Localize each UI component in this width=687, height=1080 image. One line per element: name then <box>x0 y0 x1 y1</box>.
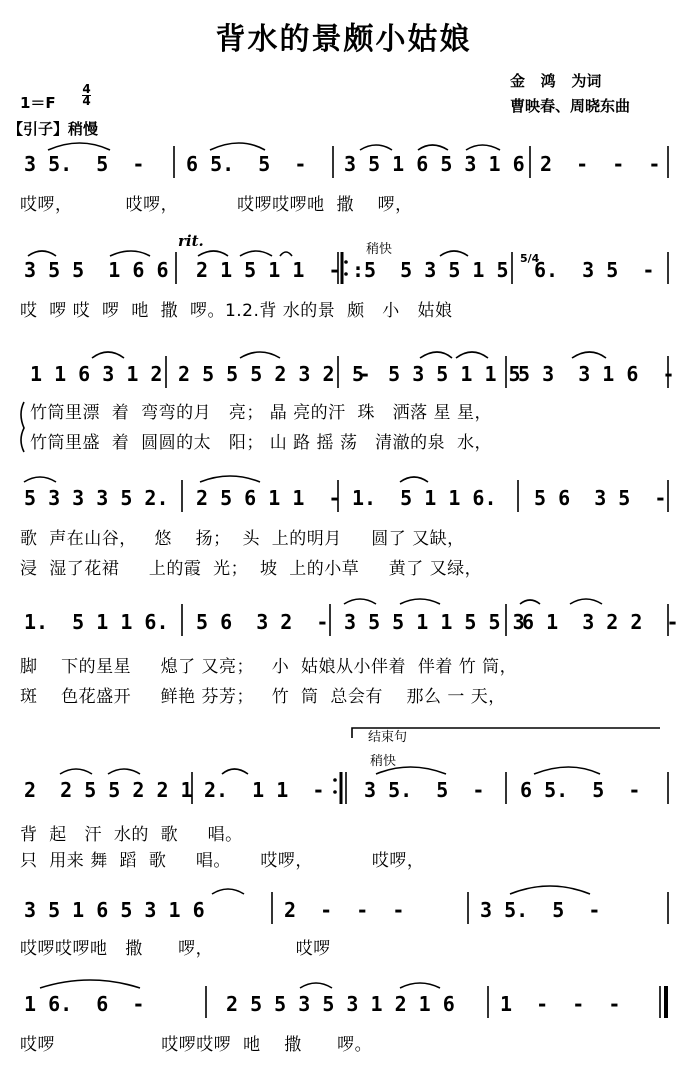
system-4-lyrics-verse-2: 浸 湿了花裙 上的霞 光； 坡 上的小草 黄了 又绿， <box>20 559 483 579</box>
lyricist-credit: 金 鸿 为词 <box>510 72 602 90</box>
system-6-measure-1: 2 2 5 5 2 2 1 <box>24 778 193 802</box>
system-4-measure-1: 5 3 3 3 5 2. <box>24 486 169 510</box>
system-3-lyrics-verse-2: 竹筒里盛 着 圆圆的太 阳； 山 路 摇 荡 清澈的泉 水， <box>30 433 492 453</box>
system-1-measure-4: 2 - - - <box>540 152 661 176</box>
slur <box>108 769 140 774</box>
slur <box>60 769 92 774</box>
ending-bracket <box>352 728 660 738</box>
slur <box>110 251 150 256</box>
slur <box>240 251 272 256</box>
system-8-measure-2: 2 5 5 3 5 3 1 2 1 6 <box>226 992 455 1016</box>
system-3-measure-2: 2 5 5 5 2 3 2 - <box>178 362 371 386</box>
system-3-measure-3: 5 5 3 5 1 1 5 <box>352 362 521 386</box>
slur <box>520 600 540 604</box>
slur <box>24 477 56 482</box>
system-4-measure-2: 2 5 6 1 1 - <box>196 486 341 510</box>
slur <box>240 352 280 358</box>
system-2-measure-2: 2 1 5 1 1 - <box>196 258 341 282</box>
system-4-measure-4: 5 6 3 5 - <box>534 486 667 510</box>
repeat-dot <box>333 790 337 794</box>
ending-label: 结束句 <box>368 730 408 745</box>
repeat-dot <box>344 260 348 264</box>
system-3-measure-1: 1 1 6 3 1 2 <box>30 362 163 386</box>
system-8-measure-3: 1 - - - <box>500 992 621 1016</box>
system-7-lyrics: 哎啰哎啰吔 撒 啰， 哎啰 <box>20 939 331 959</box>
key-label: 1＝F <box>20 94 56 112</box>
song-title: 背水的景颇小姑娘 <box>215 22 472 57</box>
slur <box>420 352 452 358</box>
system-1-lyrics: 哎啰， 哎啰， 哎啰哎啰吔 撒 啰， <box>20 195 413 215</box>
meter-change: 5/4 <box>520 252 540 265</box>
slur <box>360 145 392 150</box>
system-5-measure-4: 6 1 3 2 2 - <box>522 610 679 634</box>
faster-marking-2: 稍快 <box>370 754 397 769</box>
system-3-lyrics-verse-1: 竹筒里漂 着 弯弯的月 亮； 晶 亮的汗 珠 洒落 星 星， <box>30 403 492 423</box>
slur <box>344 599 376 604</box>
system-6-measure-2: 2. 1 1 - <box>204 778 325 802</box>
intro-marking: 【引子】稍慢 <box>8 120 99 138</box>
slur <box>212 889 244 894</box>
slur <box>534 767 600 774</box>
slur <box>400 477 428 482</box>
slur <box>48 143 110 150</box>
system-1-measure-2: 6 5. 5 - <box>186 152 307 176</box>
fermata <box>280 252 292 256</box>
slur <box>418 145 448 150</box>
system-2-measure-4: 6. 3 5 - <box>534 258 655 282</box>
system-2-measure-3: :5 5 3 5 1 5 <box>352 258 509 282</box>
repeat-dot <box>344 272 348 276</box>
time-sig-top: 4 <box>82 82 91 96</box>
slur <box>198 251 228 256</box>
slur <box>570 599 602 604</box>
system-2-lyrics: 哎 啰 哎 啰 吔 撒 啰。1.2.背 水的景 颇 小 姑娘 <box>20 301 453 321</box>
system-8-measure-1: 1 6. 6 - <box>24 992 145 1016</box>
system-6-lyrics-verse-2: 只 用来 舞 蹈 歌 唱。 哎啰， 哎啰， <box>20 851 425 871</box>
slur <box>400 983 440 988</box>
repeat-dot <box>333 778 337 782</box>
slur <box>376 767 446 774</box>
system-6-lyrics-verse-1: 背 起 汗 水的 歌 唱。 <box>20 825 243 845</box>
slur <box>300 983 332 988</box>
system-8-lyrics: 哎啰 哎啰哎啰 吔 撒 啰。 <box>20 1035 373 1055</box>
slur <box>222 769 248 774</box>
slur <box>510 886 590 894</box>
system-5-measure-2: 5 6 3 2 - <box>196 610 329 634</box>
system-5-lyrics-verse-1: 脚 下的星星 熄了 又亮； 小 姑娘从小伴着 伴着 竹 筒， <box>20 657 518 677</box>
verse-brace <box>21 402 24 452</box>
slur <box>456 352 488 358</box>
slur <box>40 980 140 988</box>
composer-credit: 曹映春、周晓东曲 <box>510 97 631 115</box>
slur <box>466 145 500 150</box>
system-1-measure-1: 3 5. 5 - <box>24 152 145 176</box>
slur <box>210 143 265 150</box>
slur <box>400 599 440 604</box>
slur <box>92 352 124 358</box>
faster-marking-1: 稍快 <box>366 242 393 257</box>
system-6-measure-3: 3 5. 5 - <box>364 778 485 802</box>
system-7-measure-3: 3 5. 5 - <box>480 898 601 922</box>
rit-marking: rit. <box>178 232 204 250</box>
system-5-lyrics-verse-2: 斑 色花盛开 鲜艳 芬芳； 竹 筒 总会有 那么 一 天， <box>20 687 506 707</box>
slur <box>440 251 468 256</box>
system-6-measure-4: 6 5. 5 - <box>520 778 641 802</box>
slur <box>200 476 260 482</box>
slur <box>572 352 606 358</box>
system-7-measure-1: 3 5 1 6 5 3 1 6 <box>24 898 205 922</box>
slur <box>28 251 56 256</box>
system-1-measure-3: 3 5 1 6 5 3 1 6 <box>344 152 525 176</box>
system-3-measure-4: 5 3 3 1 6 - <box>518 362 675 386</box>
system-4-lyrics-verse-1: 歌 声在山谷， 悠 扬； 头 上的明月 圆了 又缺， <box>20 529 465 549</box>
system-2-measure-1: 3 5 5 1 6 6 <box>24 258 169 282</box>
system-7-measure-2: 2 - - - <box>284 898 405 922</box>
system-4-measure-3: 1. 5 1 1 6. <box>352 486 497 510</box>
time-sig-bottom: 4 <box>82 94 91 108</box>
system-5-measure-1: 1. 5 1 1 6. <box>24 610 169 634</box>
system-5-measure-3: 3 5 5 1 1 5 5 3 <box>344 610 525 634</box>
